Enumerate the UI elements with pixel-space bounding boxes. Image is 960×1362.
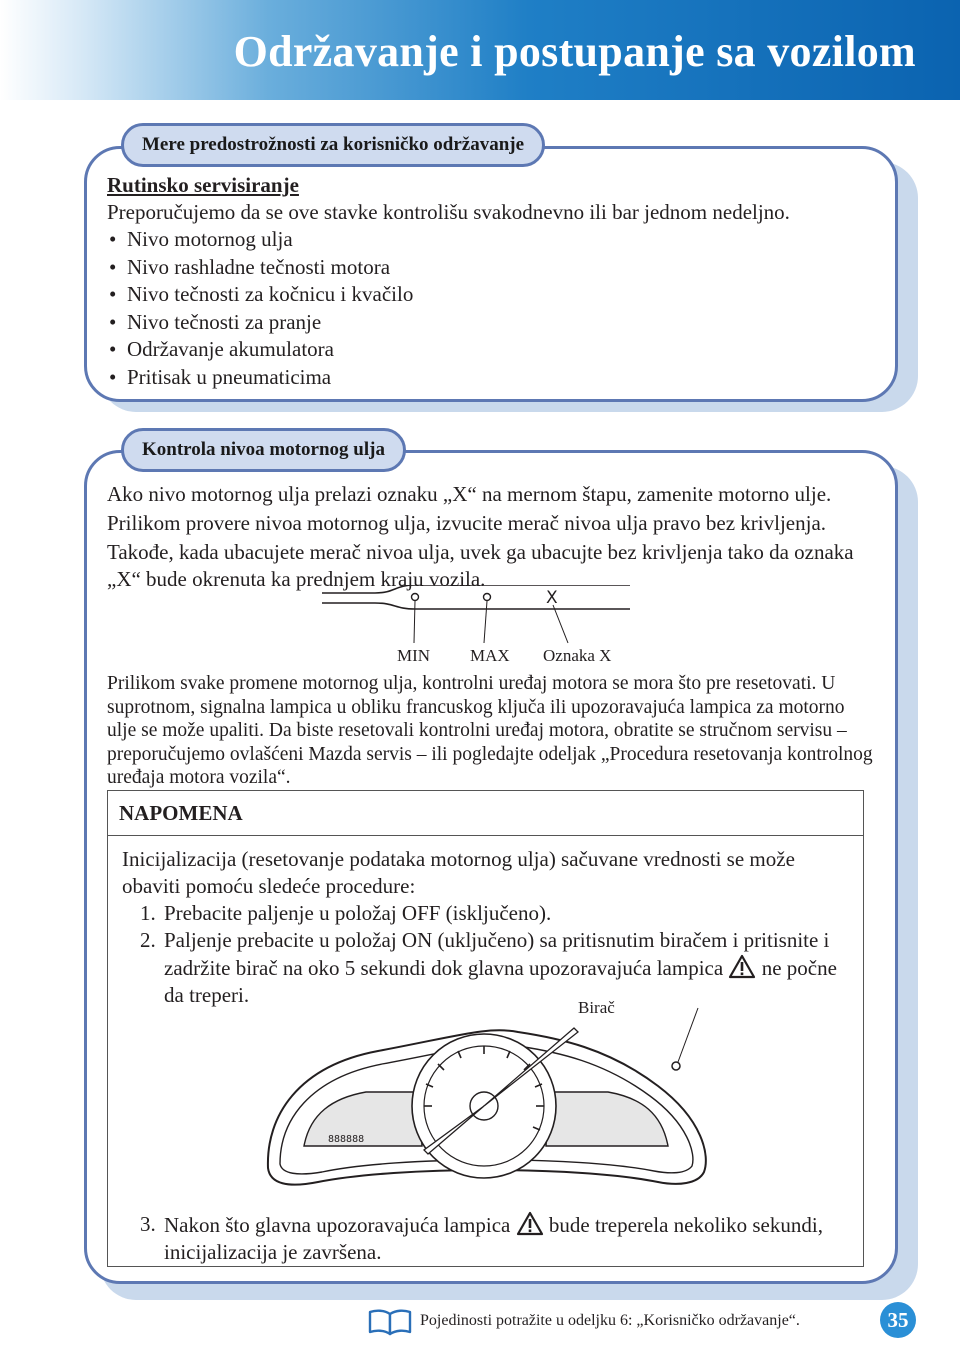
list-item: • Nivo motornog ulja xyxy=(107,226,877,254)
section2-tab: Kontrola nivoa motornog ulja xyxy=(121,428,406,472)
oil-paragraph-3: Takođe, kada ubacujete merač nivoa ulja, uvek ga ubacujte bez krivljenja tako da oznaka „X“ bude okrenuta ka prednjem kraju vozila. xyxy=(107,540,854,591)
oil-paragraph-2: Prilikom provere nivoa motornog ulja, izvucite merač nivoa ulja pravo bez krivljenja. xyxy=(107,511,827,535)
list-item: • Održavanje akumulatora xyxy=(107,336,877,364)
instrument-cluster-illustration xyxy=(258,996,718,1206)
dipstick-diagram xyxy=(320,585,640,645)
step-3 xyxy=(122,1211,852,1266)
page-number: 35 xyxy=(880,1302,916,1338)
list-item: • Nivo tečnosti za pranje xyxy=(107,309,877,337)
section1-subtitle: Rutinsko servisiranje xyxy=(107,173,299,197)
page-header xyxy=(0,0,960,100)
section1-intro: Preporučujemo da se ove stavke kontrolišu svakodnevno ili bar jednom nedeljno. xyxy=(107,200,790,224)
note-body xyxy=(108,836,863,1009)
oil-paragraph-1: Ako nivo motornog ulja prelazi oznaku „X“ na mernom štapu, zamenite motorno ulje. xyxy=(107,482,832,506)
list-item: • Pritisak u pneumaticima xyxy=(107,364,877,392)
selector-knob xyxy=(672,1062,680,1070)
note-box xyxy=(107,790,864,1267)
x-mark: X xyxy=(546,588,558,608)
min-mark xyxy=(412,594,419,601)
label-x-mark: Oznaka X xyxy=(543,646,612,665)
note-intro: Inicijalizacija (resetovanje podataka motornog ulja) sačuvane vrednosti se može obaviti pomoću sledeće procedure: xyxy=(122,847,795,898)
note-heading: NAPOMENA xyxy=(108,791,863,836)
step-1 xyxy=(122,900,855,927)
list-item: • Nivo rashladne tečnosti motora xyxy=(107,254,877,282)
reset-paragraph: Prilikom svake promene motornog ulja, kontrolni uređaj motora se mora što pre resetovati. U suprotnom, signalna lampica u obliku francuskog ključa ili upozoravajuća lampica za motorno ulje se može upaliti. Da biste resetovali kontrolni uređaj motora, obratite se stručnom servisu – preporučujemo ovlašćeni Mazda servis – ili pogledajte odeljak „Procedura resetovanja kontrolnog uređaja motora vozila“. xyxy=(107,673,873,788)
warning-triangle-icon xyxy=(516,1211,544,1236)
selector-label: Birač xyxy=(578,998,615,1017)
step-1-text: Prebacite paljenje u položaj OFF (isključeno). xyxy=(164,901,552,925)
label-max: MAX xyxy=(470,646,510,665)
note-steps xyxy=(122,900,855,1009)
label-min: MIN xyxy=(397,646,431,665)
footer-reference: Pojedinosti potražite u odeljku 6: „Korisničko održavanje“. xyxy=(420,1312,800,1329)
note-step-3 xyxy=(122,1211,852,1266)
section1-body xyxy=(107,172,877,391)
step-2-number: 2. xyxy=(140,928,156,952)
list-item: • Nivo tečnosti za kočnicu i kvačilo xyxy=(107,281,877,309)
step-2-text: Paljenje prebacite u položaj ON (uključeno) sa pritisnutim biračem i pritisnite i zadržite birač na oko 5 sekundi dok glavna upozoravajuća lampica xyxy=(164,928,830,980)
step-3-text-end: bude treperela nekoliko sekundi, inicijalizacija je završena. xyxy=(164,1213,823,1264)
step-1-number: 1. xyxy=(140,901,156,925)
odometer-readout: 888888 xyxy=(328,1134,365,1145)
section1-list xyxy=(107,226,877,391)
book-icon xyxy=(368,1308,412,1336)
step-2-text-end: ne počne da treperi. xyxy=(164,956,837,1007)
step-3-number: 3. xyxy=(140,1212,156,1236)
warning-triangle-icon xyxy=(728,954,756,979)
section2-paragraphs xyxy=(107,481,877,593)
max-mark xyxy=(484,594,491,601)
step-3-text: Nakon što glavna upozoravajuća lampica xyxy=(164,1213,511,1237)
section1-tab: Mere predostrožnosti za korisničko održavanje xyxy=(121,123,545,167)
page-title: Održavanje i postupanje sa vozilom xyxy=(233,27,916,76)
oil-paragraph-4 xyxy=(107,672,877,790)
